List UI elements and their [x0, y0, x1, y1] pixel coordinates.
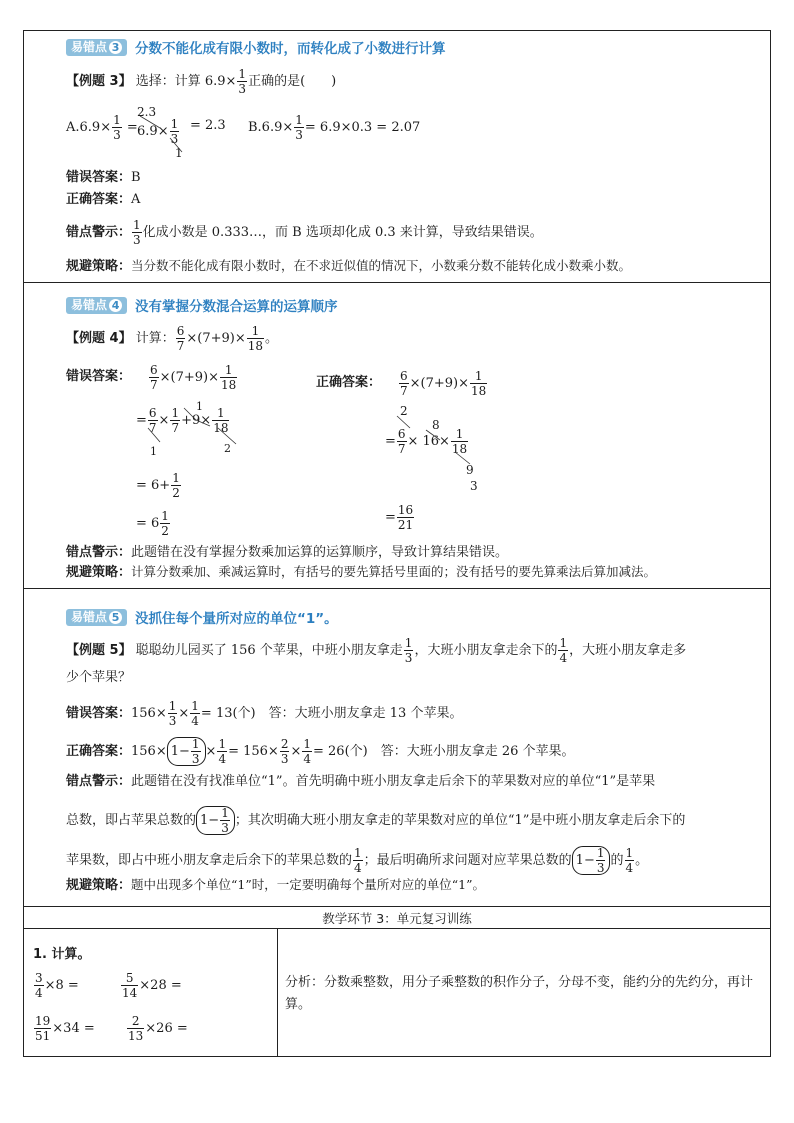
s3-optA-mid: 6.9× $\frac{1}{3}$ — [137, 117, 179, 146]
s3-optA-bot: 1 — [175, 146, 183, 160]
s3-option-b: B.6.9× $\frac{1}{3}$ = 6.9×0.3 = 2.07 — [248, 113, 421, 142]
s3-warn: 错点警示： $\frac{1}{3}$ 化成小数是 0.333…，而 B 选项却化成 0.3 来计算，导致结果错误。 — [66, 218, 543, 247]
mistake-tag: 易错点 3 — [66, 39, 127, 56]
s3-optA-res: = 2.3 — [190, 118, 226, 133]
s4-right-line1: $\frac{6}{7}$ ×(7+9)× $\frac{1}{18}$ — [400, 369, 487, 398]
q1: $\frac{3}{4}$ ×8 = — [35, 971, 79, 1000]
s4-right-top: 2 — [400, 404, 408, 418]
section-title: 分数不能化成有限小数时，而转化成了小数进行计算 — [135, 41, 446, 57]
s4-wrong-label: 错误答案： — [66, 369, 132, 384]
s3-avoid: 规避策略：当分数不能化成有限小数时，在不求近似值的情况下，小数乘分数不能转化成小数乘小数。 — [66, 258, 632, 274]
cancel-stroke — [397, 416, 410, 428]
cancel-stroke — [426, 430, 440, 440]
s4-wrong-line2: = $\frac{6}{7}$ × $\frac{1}{7}$ +9× $\frac{1}{18}$ — [136, 406, 229, 435]
s3-optA-top: 2.3 — [137, 105, 157, 119]
cancel-stroke — [148, 428, 160, 442]
s5-example-line1: 【例题 5】 聪聪幼儿园买了 156 个苹果，中班小朋友拿走 $\frac{1}{3}$ ，大班小朋友拿走余下的 $\frac{1}{4}$ ，大班小朋友拿走多 — [66, 636, 687, 665]
s5-avoid: 规避策略：题中出现多个单位“1”时，一定要明确每个量所对应的单位“1”。 — [66, 877, 485, 893]
s4-avoid: 规避策略：计算分数乘加、乘减运算时，有括号的要先算括号里面的；没有括号的要先算乘法后算加减法。 — [66, 564, 657, 580]
analysis-text: 分析：分数乘整数，用分子乘整数的积作分子，分母不变，能约分的先约分，再计算。 — [285, 975, 754, 1012]
cancel-stroke — [455, 452, 470, 464]
mistake-tag: 易错点 5 — [66, 609, 127, 626]
s3-option-a: A.6.9× $\frac{1}{3}$ = — [66, 113, 138, 142]
cancel-stroke — [184, 408, 196, 420]
s5-warn-line2: 总数，即占苹果总数的 1− $\frac{1}{3}$ ；其次明确大班小朋友拿走的苹果数对应的单位“1”是中班小朋友拿走后余下的 — [66, 806, 686, 835]
s5-example-line2: 少个苹果？ — [66, 670, 132, 685]
s4-wrong-top: 1 — [196, 400, 203, 413]
s4-right-line2: = $\frac{6}{7}$ × 16× $\frac{1}{18}$ — [385, 427, 468, 456]
s5-wrong: 错误答案：156× $\frac{1}{3}$ × $\frac{1}{4}$ = 13(个) 答：大班小朋友拿走 13 个苹果。 — [66, 699, 463, 728]
q-title: 1. 计算。 — [33, 947, 91, 962]
s4-wrong-line1: $\frac{6}{7}$ ×(7+9)× $\frac{1}{18}$ — [150, 363, 237, 392]
s4-warn: 错点警示：此题错在没有掌握分数乘加运算的运算顺序，导致计算结果错误。 — [66, 545, 509, 560]
s4-right-nine: 9 — [466, 463, 474, 477]
s4-wrong-bot1: 1 — [150, 445, 157, 458]
s3-wrong: 错误答案：B — [66, 170, 141, 185]
section-title: 没抓住每个量所对应的单位“1”。 — [135, 611, 338, 627]
s4-right-eight: 8 — [432, 418, 440, 432]
s4-wrong-line3: = 6+ $\frac{1}{2}$ — [136, 471, 180, 500]
s3-example: 【例题 3】 选择：计算 6.9× $\frac{1}{3}$ 正确的是( ) — [66, 67, 337, 96]
s5-right: 正确答案：156× 1− $\frac{1}{3}$ × $\frac{1}{4}$ = 156× $\frac{2}{3}$ × $\frac{1}{4}$ = 26(个) 答：大班小朋友拿走 26 个苹果。 — [66, 737, 575, 766]
s4-example: 【例题 4】 计算： $\frac{6}{7}$ ×(7+9)× $\frac{1}{18}$ 。 — [66, 324, 279, 353]
s4-right-three: 3 — [470, 479, 478, 493]
q4: $\frac{2}{13}$ ×26 = — [128, 1014, 188, 1043]
section-title: 没有掌握分数混合运算的运算顺序 — [135, 299, 338, 315]
table-header: 教学环节 3：单元复习训练 — [322, 911, 472, 926]
s5-warn-line3: 苹果数，即占中班小朋友拿走后余下的苹果总数的 $\frac{1}{4}$ ；最后明确所求问题对应苹果总数的 1− $\frac{1}{3}$ 的 $\frac{1}{4}$ 。 — [66, 846, 649, 875]
q2: $\frac{5}{14}$ ×28 = — [122, 971, 182, 1000]
s4-wrong-bot2: 2 — [224, 442, 231, 455]
s4-wrong-line4: = 6 $\frac{1}{2}$ — [136, 509, 169, 538]
s5-warn-line1: 错点警示：此题错在没有找准单位“1”。首先明确中班小朋友拿走后余下的苹果数对应的单位“1”是苹果 — [66, 774, 656, 789]
s4-right-label: 正确答案： — [316, 375, 382, 390]
cancel-stroke — [170, 138, 182, 152]
cancel-stroke — [196, 420, 210, 426]
cancel-stroke — [218, 428, 236, 444]
s4-right-line3: = $\frac{16}{21}$ — [385, 503, 414, 532]
mistake-tag: 易错点 4 — [66, 297, 127, 314]
q3: $\frac{19}{51}$ ×34 = — [35, 1014, 95, 1043]
cancel-stroke — [140, 116, 160, 128]
s3-right: 正确答案：A — [66, 192, 141, 207]
